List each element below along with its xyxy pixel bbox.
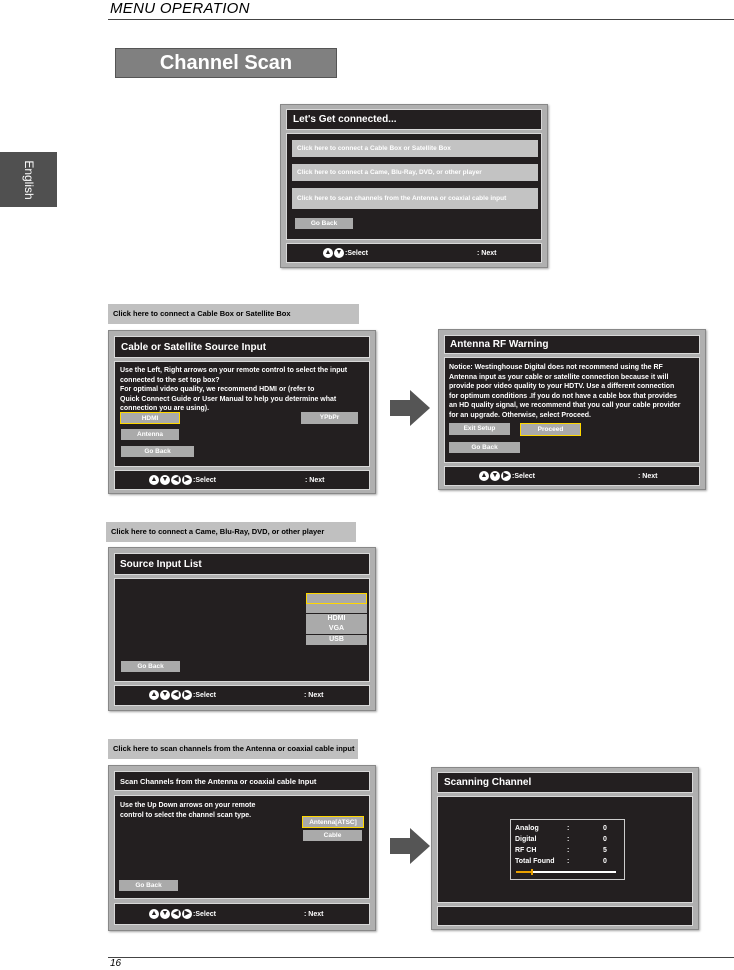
- text-line: connected to the set top box?: [120, 376, 220, 384]
- scan-row-digital: [515, 836, 620, 843]
- cable-button[interactable]: Cable: [303, 830, 362, 841]
- progress-marker: [531, 869, 533, 875]
- ypbpr-button[interactable]: YPbPr: [301, 412, 358, 424]
- up-arrow-icon: ▲: [324, 249, 332, 256]
- label-cable-box: Click here to connect a Cable Box or Satellite Box: [108, 304, 359, 324]
- screen-lets-get-connected: [280, 104, 548, 268]
- nav-select-hint: [149, 690, 216, 700]
- row-sep: :: [567, 836, 570, 843]
- nav-next-hint: : Next: [305, 477, 325, 484]
- row-label: Digital: [515, 836, 537, 843]
- up-arrow-icon: ▲: [150, 910, 158, 917]
- language-tab-label: English: [21, 159, 36, 200]
- nav-select-hint: [323, 248, 368, 258]
- title-bar: [114, 771, 370, 791]
- row-label: RF CH: [515, 847, 537, 854]
- title-bar: [114, 553, 370, 575]
- down-arrow-icon: ▼: [161, 910, 169, 917]
- screen-title: Let's Get connected...: [293, 114, 397, 125]
- go-back-button[interactable]: Go Back: [119, 880, 178, 891]
- right-arrow-icon: [390, 828, 430, 864]
- select-label: :Select: [193, 910, 216, 918]
- down-arrow-icon: ▼: [161, 476, 169, 483]
- down-arrow-icon: ▼: [491, 472, 499, 479]
- warning-text: [449, 363, 701, 420]
- options-panel: [286, 133, 542, 240]
- scan-results-box: [510, 819, 625, 880]
- go-back-button[interactable]: Go Back: [295, 218, 353, 229]
- source-item[interactable]: [306, 604, 367, 613]
- right-arrow-icon: ▶: [182, 690, 192, 700]
- up-arrow-icon: ▲: [150, 476, 158, 483]
- right-arrow-icon: [390, 390, 430, 426]
- up-arrow-icon: ▲: [480, 472, 488, 479]
- nav-next-hint: : Next: [304, 692, 324, 699]
- scan-row-total-found: [515, 858, 620, 865]
- row-sep: :: [567, 847, 570, 854]
- nav-select-hint: [149, 475, 216, 485]
- row-value: 0: [603, 825, 607, 832]
- content-panel: [114, 578, 370, 682]
- title-bar: [114, 336, 370, 358]
- nav-bar: [114, 470, 370, 490]
- screen-cable-satellite-source: [108, 330, 376, 494]
- content-panel: [114, 795, 370, 899]
- down-arrow-icon: ▼: [335, 249, 343, 256]
- right-arrow-icon: ▶: [501, 471, 511, 481]
- page-header-title: MENU OPERATION: [110, 0, 250, 17]
- source-item-vga[interactable]: VGA: [306, 624, 367, 634]
- screen-title: Antenna RF Warning: [450, 339, 549, 350]
- text-line: control to select the channel scan type.: [120, 811, 252, 819]
- row-value: 5: [603, 847, 607, 854]
- content-panel: [437, 796, 693, 903]
- screen-antenna-rf-warning: [438, 329, 706, 490]
- instruction-text: [120, 366, 370, 414]
- row-label: Total Found: [515, 858, 555, 865]
- text-line: for an upgrade. Otherwise, select Proceed.: [449, 411, 591, 419]
- nav-next-hint: : Next: [477, 250, 497, 257]
- source-item-usb[interactable]: USB: [306, 635, 367, 645]
- nav-bar: [286, 243, 542, 263]
- down-arrow-icon: ▼: [161, 691, 169, 698]
- progress-fill: [516, 871, 531, 873]
- title-bar: [444, 335, 700, 354]
- content-panel: [444, 357, 700, 463]
- option-player[interactable]: Click here to connect a Came, Blu-Ray, DVD, or other player: [292, 164, 538, 181]
- nav-select-hint: [149, 909, 216, 919]
- select-label: :Select: [193, 691, 216, 699]
- row-value: 0: [603, 858, 607, 865]
- antenna-atsc-button[interactable]: Antenna[ATSC]: [302, 816, 364, 828]
- up-arrow-icon: ▲: [150, 691, 158, 698]
- go-back-button[interactable]: Go Back: [121, 661, 180, 672]
- text-line: Notice: Westinghouse Digital does not recommend using the RF: [449, 364, 663, 371]
- text-line: Antenna input as your cable or satellite connection because it will: [449, 373, 669, 381]
- screen-source-input-list: [108, 547, 376, 711]
- left-arrow-icon: ◀: [171, 909, 181, 919]
- hdmi-button[interactable]: HDMI: [120, 412, 180, 424]
- select-label: :Select: [512, 472, 535, 480]
- text-line: provide poor video quality to your HDTV. Use a different connection: [449, 383, 675, 390]
- left-arrow-icon: ◀: [171, 475, 181, 485]
- option-antenna-scan[interactable]: Click here to scan channels from the Antenna or coaxial cable input: [292, 188, 538, 209]
- text-line: Use the Left, Right arrows on your remote control to select the input: [120, 367, 348, 374]
- text-line: For optimal video quality, we recommend HDMI or (refer to: [120, 386, 315, 393]
- nav-bar: [437, 906, 693, 926]
- nav-select-hint: [479, 471, 535, 481]
- right-arrow-icon: ▶: [182, 475, 192, 485]
- left-arrow-icon: ◀: [171, 690, 181, 700]
- source-item-selected[interactable]: [306, 593, 367, 604]
- nav-bar: [444, 466, 700, 486]
- screen-title: Cable or Satellite Source Input: [121, 342, 267, 353]
- title-bar: [286, 109, 542, 130]
- nav-bar: [114, 903, 370, 925]
- label-antenna-scan: Click here to scan channels from the Antenna or coaxial cable input: [108, 739, 358, 759]
- scan-row-rf-ch: [515, 847, 620, 854]
- content-panel: [114, 361, 370, 467]
- text-line: Use the Up Down arrows on your remote: [120, 802, 256, 809]
- instruction-text: [120, 801, 320, 820]
- right-arrow-icon: ▶: [182, 909, 192, 919]
- row-value: 0: [603, 836, 607, 843]
- screen-scan-channels: [108, 765, 376, 931]
- screen-title: Scanning Channel: [444, 777, 532, 788]
- exit-setup-button[interactable]: Exit Setup: [449, 423, 510, 435]
- text-line: for optimum conditions .If you do not have a cable box that provides: [449, 392, 677, 400]
- label-player: Click here to connect a Came, Blu-Ray, DVD, or other player: [106, 522, 356, 542]
- proceed-button[interactable]: Proceed: [520, 423, 581, 436]
- text-line: connection you are using).: [120, 405, 210, 412]
- language-tab: [0, 152, 57, 207]
- screen-title: Source Input List: [120, 559, 202, 570]
- page-number: 16: [110, 958, 122, 969]
- row-label: Analog: [515, 825, 539, 832]
- row-sep: :: [567, 825, 570, 832]
- screen-title: Scan Channels from the Antenna or coaxial cable Input: [120, 777, 317, 786]
- text-line: an HD quality signal, we recommend that you call your cable provider: [449, 402, 681, 409]
- select-label: :Select: [193, 476, 216, 484]
- go-back-button[interactable]: Go Back: [449, 442, 520, 453]
- select-label: :Select: [345, 249, 368, 257]
- footer-rule: [108, 957, 734, 958]
- screen-scanning-channel: [431, 767, 699, 930]
- source-item-hdmi[interactable]: HDMI: [306, 614, 367, 624]
- go-back-button[interactable]: Go Back: [121, 446, 194, 457]
- row-sep: :: [567, 858, 570, 865]
- nav-next-hint: : Next: [638, 473, 658, 480]
- nav-next-hint: : Next: [304, 911, 324, 918]
- header-rule: [108, 19, 734, 20]
- option-cable-box[interactable]: Click here to connect a Cable Box or Satellite Box: [292, 140, 538, 157]
- text-line: Quick Connect Guide or User Manual to help you determine what: [120, 395, 337, 403]
- nav-bar: [114, 685, 370, 706]
- title-bar: [437, 772, 693, 793]
- section-title: Channel Scan: [115, 48, 337, 78]
- antenna-button[interactable]: Antenna: [121, 429, 179, 440]
- progress-track: [516, 871, 616, 873]
- scan-row-analog: [515, 825, 620, 832]
